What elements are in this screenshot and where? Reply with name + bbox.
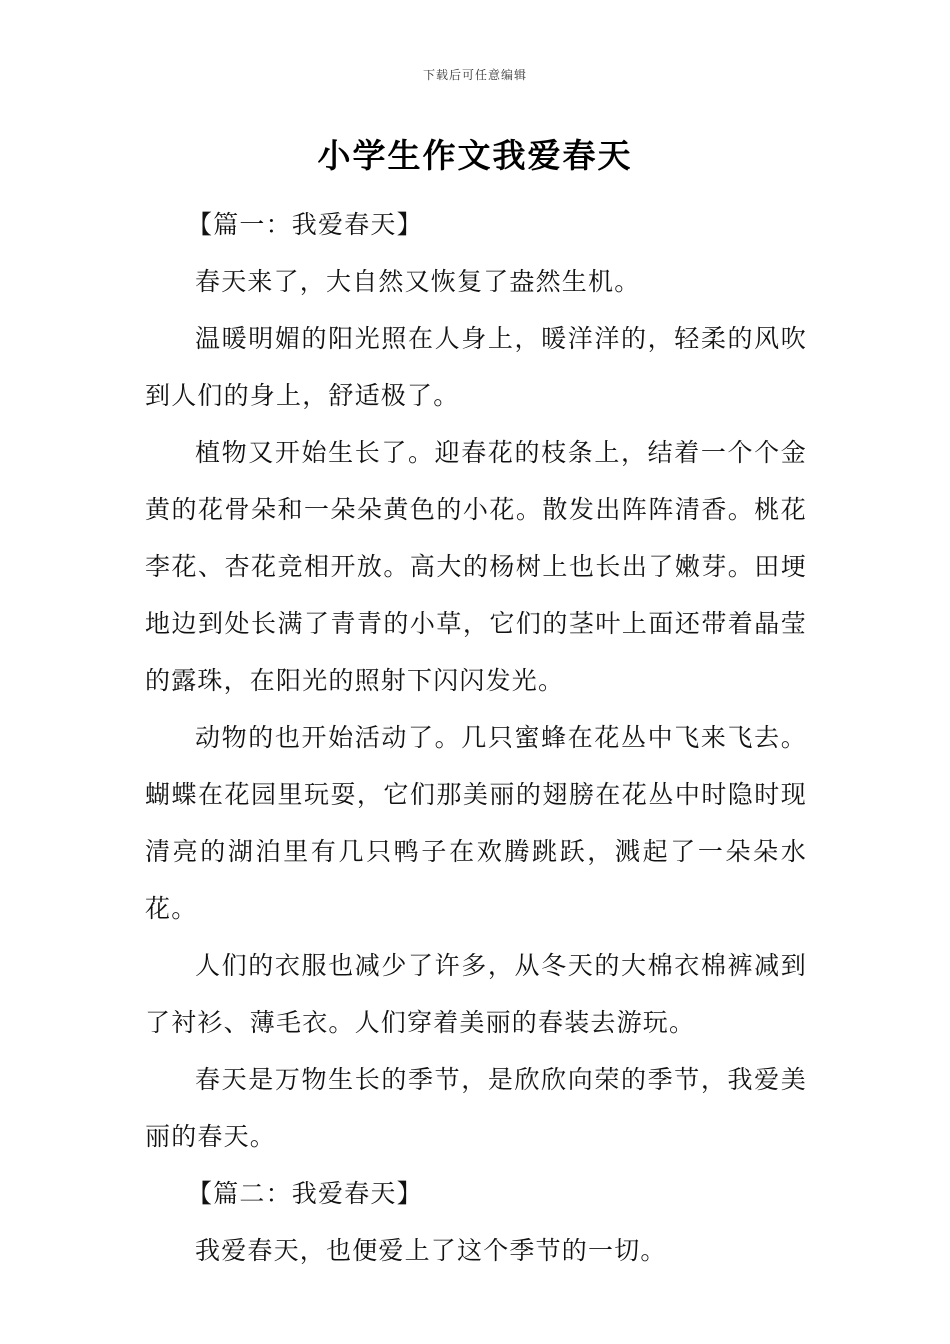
paragraph: 人们的衣服也减少了许多，从冬天的大棉衣棉裤减到了衬衫、薄毛衣。人们穿着美丽的春装去游玩。 (145, 951, 807, 1037)
paragraph: 我爱春天，也便爱上了这个季节的一切。 (195, 1236, 667, 1265)
paragraph: 春天来了，大自然又恢复了盎然生机。 (195, 267, 641, 296)
paragraph: 春天是万物生长的季节，是欣欣向荣的季节，我爱美丽的春天。 (145, 1065, 807, 1151)
paragraph: 植物又开始生长了。迎春花的枝条上，结着一个个金黄的花骨朵和一朵朵黄色的小花。散发出阵阵清香。桃花李花、杏花竞相开放。高大的杨树上也长出了嫩芽。田埂地边到处长满了青青的小草，它们的茎叶上面还带着晶莹的露珠，在阳光的照射下闪闪发光。 (145, 438, 807, 695)
paragraph: 温暖明媚的阳光照在人身上，暖洋洋的，轻柔的风吹到人们的身上，舒适极了。 (145, 324, 807, 410)
document-title: 小学生作文我爱春天 (317, 136, 633, 175)
section-heading-1: 【篇一：我爱春天】 (187, 210, 423, 239)
body-text (145, 196, 807, 1279)
paragraph: 动物的也开始活动了。几只蜜蜂在花丛中飞来飞去。蝴蝶在花园里玩耍，它们那美丽的翅膀在花丛中时隐时现清亮的湖泊里有几只鸭子在欢腾跳跃，溅起了一朵朵水花。 (145, 723, 807, 923)
section-heading-2: 【篇二：我爱春天】 (187, 1179, 423, 1208)
header-note: 下载后可任意编辑 (422, 68, 527, 82)
